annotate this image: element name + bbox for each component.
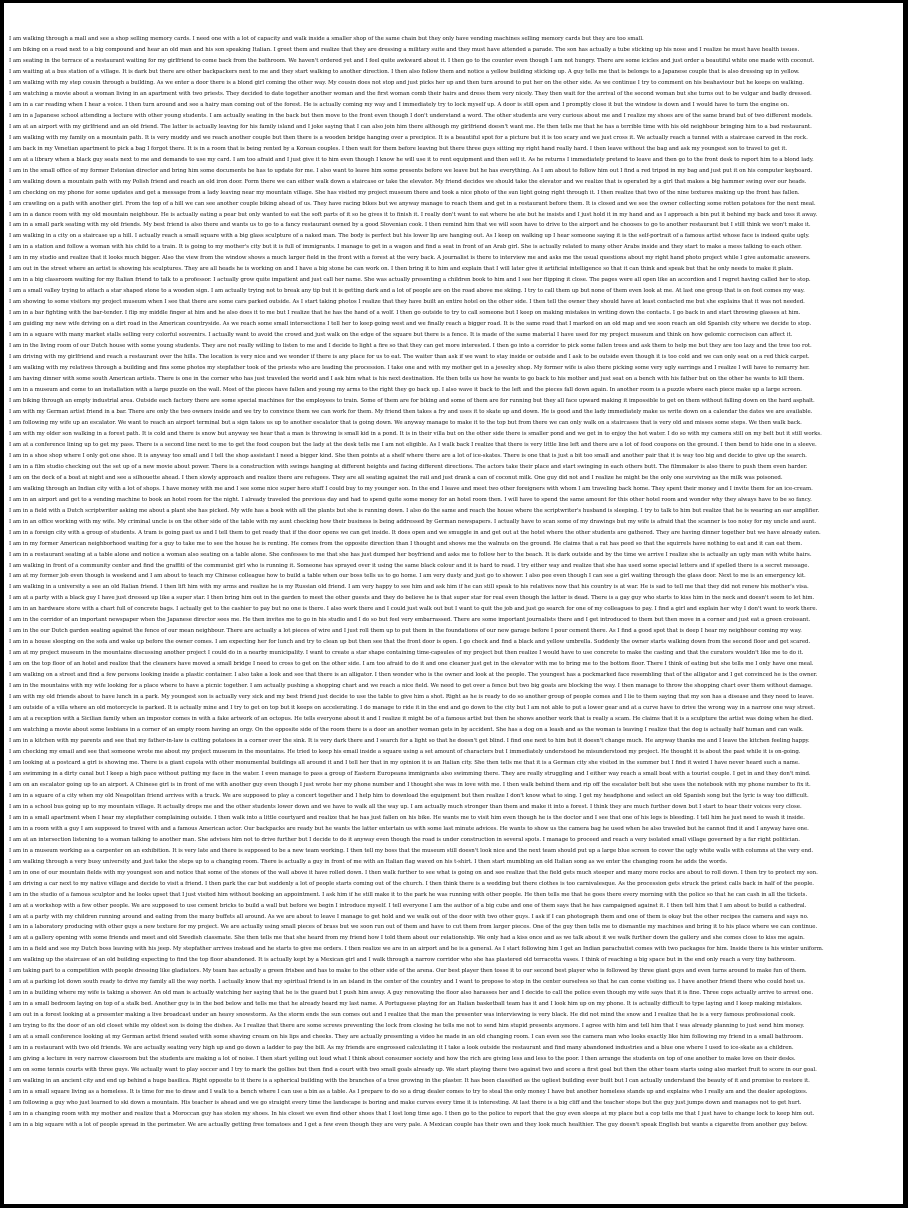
text-line: I am at a small conference looking at my German artist friend seated with some shaving cream on his lips and cheeks. They are actually presenting a video he made in an old changing room. I can even see the camera man who looks exactly like him following my friend in a small bathroom. xyxy=(9,1034,804,1041)
text-line: I am in an airport and get to a vending machine to book an hotel room for the night. I already traveled the previous day and had to spend quite some money for an hotel room then. I will have to spend the same amount for this other hotel room and wonder why they always have to be so fancy. xyxy=(9,496,812,503)
text-line: I am in a Japanese school attending a lecture with other young students. I am actually seating in the back but then move to the front even though I don't understand a word. The other students are very curious about me and I realize my shoes are of the same brand but of two different models. xyxy=(9,112,813,119)
text-line: I am at a library when a black guy seats next to me and demands to use my card. I am too afraid and I just give it to him even though I know he will use it to rent equipment and then sell it. As he returns I immediately pretend to leave and then go to the front desk to report him to a blond lady. xyxy=(9,156,814,163)
text-line: I am in a field with a Dutch scriptwriter asking me about a plant she has picked. My wife has a book with all the plants but she is running down. I also do the same and reach the house where the scriptwriter's husband is sleeping. I try to talk to him but realize that he is wearing an ear amplifier. xyxy=(9,507,820,514)
text-line: I am in a bar fighting with the bar-tender. I flip my middle finger at him and he also does it to me but I realize that he has the hand of a wolf. I then go outside to try to call someone but I keep on making mistakes in writing down the contacts. I go back in and start throwing glasses at him. xyxy=(9,310,801,317)
text-line: I am in a station and follow a woman with his child to a train. It is going to my mother's city but it is full of immigrants. I manage to get in a wagon and find a seat in front of an Arab girl. She is actually related to many other Arabs inside and they start to make a mess talking to each other. xyxy=(9,244,802,251)
text-line: I am swimming in a dirty canal but I keep a high pace without putting my face in the water. I even manage to pass a group of Eastern Europeans immigrants also swimming there. They are really struggling and I either way reach a small boat with a tourist couple. I get in and they don't mind. xyxy=(9,770,811,777)
text-line: I am on some tennis courts with three guys. We actually want to play soccer and I try to mark the gollies but then find a court with two small goals already up. We start playing there two against two and score a first goal but then the other team starts using also market fruit to score in our goal. xyxy=(9,1067,817,1074)
text-line: I am in the corridor of an important newspaper when the Japanese director sees me. He then invites me to go in his studio and I do so but feel very embarrassed. There are some important journalists there and I get introduced to them but then move in a corner and just eat a green croissant. xyxy=(9,617,811,624)
text-line: I am in a small bedroom laying on top of a stalk bed. Another guy is in the bed below and tells me that he already heard my last name. A Portuguese playing for an Italian basketball team has it and I look him up on my phone. It is actually difficult to type laying and I keep making mistakes. xyxy=(9,1001,803,1008)
text-line: I am showing to some visitors my project museum when I see that there are some cars parked outside. As I start taking photos I realize that they have built an entire hotel on the other side. I then tell the owner they should have at least contacted me but she explains that it was not needed. xyxy=(9,299,805,306)
text-line: I am following my wife up an escalator. We want to reach an airport terminal but a sign takes us up to another escalator that is going down. We anyway manage to make it to the top but from there we can only walk on a staircases that is very old and misses some steps. We then walk back. xyxy=(9,419,802,426)
text-line: I am outside of a villa where an old motorcycle is parked. It is actually mine and I try to get on top but it keeps on accelerating. I do manage to ride it in the end and go down to the city but I am not able to put a lower gear and at a curve have to drive the wrong way in a narrow one way street. xyxy=(9,705,815,712)
text-line: I am biking through an empty industrial area. Outside each factory there are some special machines for the employees to train. Some of them are for biking and some of them are for running but they all face upward making it impossible to get on them without falling down on the hard asphalt. xyxy=(9,397,815,404)
text-line: I am in a car reading when I hear a voice. I then turn around and see a hairy man coming out of the forest. He is actually coming my way and I immediately try to lock myself up. A door is still open and I promptly close it but the window is down and I would have to turn the engine on. xyxy=(9,101,789,108)
text-line: I am taking part to a competition with people dressing like gladiators. My team has actually a green frisbee and has to make to the other side of the arena. Our best player then tosse it to our second best player who is followed by three giant guys and even turns around to make fun of them. xyxy=(9,968,807,975)
text-line: I am in a restaurant seating at a table alone and notice a woman also seating on a table alone. She confesses to me that she has just dumped her boyfriend and asks me to follow her to the beach. It is dark outside and by the time we arrive I realize she is actually an ugly man with white hairs. xyxy=(9,551,812,558)
document-page xyxy=(4,3,903,1204)
text-line: I am in a museum working as a carpenter on an exhibition. It is very late and there is supposed to be a new team working. I then tell my boss that the museum still doesn't look nice and the next team should put up a large blue screen to cover the ugly white walls with columns at the very end. xyxy=(9,847,814,854)
text-line: I am in one of our mountain fields with my youngest son and notice that some of the stones of the wall above it have rolled down. I then walk further to see what is going on and see realize that the field gets much steeper and many more rocks are about to roll down. I then try to protect my son. xyxy=(9,869,818,876)
text-line: I am walking in front of a community center and find the graffiti of the communist girl who is running it. Someone has sprayed over it using the same black colour and it is hard to read. I try either way and realize that she has used some special letters and if spelled there is a secret message. xyxy=(9,562,810,569)
text-line: I am in a school bus going up to my mountain village. It actually drops me and the other students lower down and we have to walk all the way up. I am actually much stronger than them and make it into a forest. I think they are much further down but I start to hear their voices very close. xyxy=(9,803,802,810)
text-line: I am walking up the staircase of an old building expecting to find the top floor abandoned. It is actually kept by a Mexican girl and I walk through a narrow corridor who she has plastered old terracotta vases. I think of reaching a big space but in the end only reach a very tiny bathroom. xyxy=(9,957,796,964)
text-line: I am giving a lecture in very narrow classroom but the students are making a lot of noise. I then start yelling out loud what I think about consumer society and how the rich are giving less and less to the poor. I then arrange the students on top of one another to make love on their desks. xyxy=(9,1056,796,1063)
text-line: I am at a party with a black guy I have just dressed up like a super star. I then bring him out in the garden to meet the other guests and they do believe he is that super star for real even though the latter is dead. There is a gay guy who starts to kiss him in the neck and doesn't seem to let him. xyxy=(9,595,815,602)
text-line: I am walking in an ancient city and end up behind a huge basilica. Right opposite to it there is a spherical building with the branches of a tree growing in the plaster. It has been classified as the ugliest building ever built but I can actually understand the beauty of it and promise to restore it. xyxy=(9,1078,810,1085)
text-line: I am in the small office of my former Estonian director and bring him some documents he has to update for me. I also want to leave him some presents before we leave but he has everything. As I am about to follow him out I find a red tripod in my bag and just put it on his computer keyboard. xyxy=(9,167,813,174)
text-line: I am walking with my step cousin through a building. As we enter a door there is a blond girl coming the other way. My cousin does not stop and just picks her up and then turn around to put her on the other side. As we continue I try to comment on his beahaviour but he keeps on walking. xyxy=(9,79,804,86)
text-line: I am trying to fix the door of an old closet while my oldest son is doing the dishes. As I realize that there are some screws preventing the lock from closing he tells me not to send him stupid presents anymore. I agree with him and tell him that I was already planning to just send him money. xyxy=(9,1023,805,1030)
text-line: I am in a foreign city with a group of students. A tram is going past us and I tell them to get ready that if the door opens we can get inside. It does open and we smuggle in and get out at the hotel where the other students are gathered. They are having dinner together but we have already eaten. xyxy=(9,529,821,536)
text-line: I am in a building where my wife is taking a shower. An old man is actually watching her saying that he is the guard but I push him away. A guy renovating the floor also harasses her and I decide to call the police even though my wife says that it is fine. Three cops actually arrive to arrest one. xyxy=(9,990,814,997)
text-line: I am watching a movie about some lesbians in a corner of an empty room having an orgy. On the opposite side of the room there is a door an another woman gets in by accident. She has a dog on a leash and as the woman is leaving I realize that the dog is actually half human and can walk. xyxy=(9,727,804,734)
text-line: I am following a guy who just learned to ski down a mountain. His teacher is ahead and we go straight every time the landscape is boring and make curves every time it is interesting. At last there is a big cliff and the teacher stops but the guy just jumps down and manages not to get hurt. xyxy=(9,1099,802,1106)
text-line: I am in a field and see my Dutch boss leaving with his jeep. My stepfather arrives instead and he starts to give me orders. I then realize we are in an airport and he is a general. As I start following him I get an Indian parachutist comes with two packages for him. Inside there is his winter uniform. xyxy=(9,946,824,953)
text-line: I am at a parking lot down south ready to drive my family all the way north. I actually know that my spiritual friend is in an island in the center of the country and I want to propose to stop in the center ourselves so that he can come visiting us. I have another friend there who could host us. xyxy=(9,979,805,986)
text-line: I am with my older son walking in a forest path. It is cold and there is snow but anyway we hear that a man is throwing is small kid in a pond. It is in their villa but on the other side there is smaller pond and we get in to enjoy the hot water. I do so with my camera still on my belt but it still works. xyxy=(9,430,822,437)
text-line: I am at my project museum in the mountains discussing another project I could do in a nearby municipality. I want to create a star shape containing time-capsules of my project but then realize I would have to use concrete to make the casting and that the curators wouldn't like me to do it. xyxy=(9,650,804,657)
text-line: I am looking at a postcard a girl is showing me. There is a giant cupola with other monumental buildings all around it and I tell her that in my opinion it is an Italian city. She then tells me that it is a German city she visited in the summer but I find it weird I have never heard such a name. xyxy=(9,759,800,766)
text-line: I am on an escalator going up to an airport. A Chinese girl is in front of me with another guy even though I just wrote her my phone number and I thought she was in love with me. I then walk behind them and rip off the escalator belt but she uses the notebook with my phone number to fix it. xyxy=(9,781,811,788)
text-line: I am in a changing room with my mother and realize that a Moroccan guy has stolen my shoes. In his closet we even find other shoes that I lost long time ago. I then go to the police to report that the guy even sleeps at my place but a cop tells me that I just have to change lock to keep him out. xyxy=(9,1110,815,1117)
text-line: I am waiting at a bus station of a village. It is dark but there are other backpackers next to me and they start walking to another direction. I then also follow them and notice a yellow building sticking up. A guy tells me that is belongs to a Japanese couple that is also dressing up in yellow. xyxy=(9,68,800,75)
text-line: I am in the mountains with my wife looking for a place where to have a picnic together. I am actually pushing a shopping chart and we reach a nice field. We need to get over a fence but two big goats are blocking the way. I then manage to throw the shopping chart over them without damage. xyxy=(9,683,813,690)
text-line: I am out in the street where an artist is showing his sculptures. They are all heads he is working on and I have a big stone he can work on. I then bring it to him and explain that I will later give it artificial intelligence so that it can think and speak but that he only needs to make it plain. xyxy=(9,266,794,273)
text-line: I am with my old friends about to have lunch in a park. My youngest son is actually very sick and my best friend just decide to use the table to give him a shot. Right as he is ready to do so another group of people comes and I lie to them saying that my son has a disease and they need to leave. xyxy=(9,694,814,701)
text-line: I am in a small park seating with my old friends. My best friend is also there and wants us to go to a fancy restaurant owned by a good Slovenian cook. I then remind him that we will soon have to drive to the airport and he chooses to go to another restaurant but I still think we won't make it. xyxy=(9,222,811,229)
text-line: I am biking on a road next to a big compound and hear an old man and his son speaking Italian. I greet them and realize that they are dressing a military suite and they must have attended a parade. The son has actually a tube sticking up his nose and I realize he must have health issues. xyxy=(9,46,800,53)
text-line: I am at an intersection listening to a woman talking to another man. She advises him not to drive further but I decide to do it anyway even though the road is under construction in several spots. I manage to proceed and reach a very isolated small village governed by a far right politician. xyxy=(9,836,800,843)
text-line: I am walking with my relatives through a building and fins some photos my stepfather took of the priests who are leading the procession. I take one and with my mother get in a jewelry shop. My former wife is also there picking some very ugly earrings and I realize I will have to remarry her. xyxy=(9,365,810,372)
text-line: I am driving with my girlfriend and reach a restaurant over the hills. The location is very nice and we wonder if there is any place for us to eat. The waiter than ask if we want to stay inside or outside and I ask to be outside even though it is too cold and we can only seat on a red thick carpet. xyxy=(9,354,810,361)
text-line: I am walking down a mountain path with my Polish friend and reach an old iron door. Form there we can either walk down a staircase or take the elevator. My friend decides we should take the elevator and we realize that is operated by a girl that makes a big hammer swing over our heads. xyxy=(9,178,807,185)
text-line: I am checking my email and see that someone wrote me about my project museum in the mountains. He tried to keep his email inside a square using a set amount of characters but I immediately understood he misunderstood my project. He thought it is about the past while it is on-going. xyxy=(9,748,801,755)
text-line: I am seating in the terrace of a restaurant waiting for my girlfriend to come back from the bathroom. We haven't ordered yet and I feel quite awkward about it. I then go to the counter even though I am not hungry. There are some icicles and just order a beautiful white one made with coconut. xyxy=(9,57,815,64)
text-line: I am having dinner with some south American artists. There is one in the corner who has just traveled the world and I ask him what is his next destination. He then tells us how he wants to go back to his mother and just seat on a bench with his father but on the other he wants to kill them. xyxy=(9,376,805,383)
text-line: I am watching a movie about a woman living in an apartment with two priests. They decided to date together another woman and the first woman comb their hairs and dress them very nicely. They then wait for the arrival of the second woman but she turns out to be vulgar and badly dressed. xyxy=(9,90,812,97)
text-line: I am in my former American neighborhood waiting for a guy to take me to see the house he is renting. He comes from the opposite direction than I thought and shows me the walnuts on the ground. He claims that a rat has peed so that the squirrels have nothing to eat and it can eat them. xyxy=(9,540,803,547)
text-line: I am at a conference lining up to get my pass. There is a second line next to me to get the food coupon but the lady at the desk tells me I am not eligible. As I walk back I realize that there is very little line left and there are a lot of food coupons on the ground. I then bend to hide one in a sleeve. xyxy=(9,441,817,448)
text-line: I am at a gallery opening with some friends and meet and old Swedish classmate. She then tells me that she heard from my friend how I told them about our relationship. We only had a kiss once and as we talk about it we walk further down the gallery and she comes close to kiss me again. xyxy=(9,935,805,942)
text-line: I am in a big classroom waiting for my Italian friend to talk to a professor. I actually grow quite impatient and just call her name. She was actually presenting a children book to him and I see her flipping it close. The pages were all open like an accordion and I regret having called her to stop. xyxy=(9,277,811,284)
text-line: I am in a restaurant with two old friends. We are actually seating very high up and go down a ladder to pay the bill. As my friends are engrossed calculating it I take a look outside the restaurant and find many abandoned industries and a blue one where I used to ice-skate as a children. xyxy=(9,1045,794,1052)
text-line: I am in a square with many market stalls selling very colorful souvenirs. I actually want to avoid the crowd and just walk on the edge of the square but there is a fence. It is made of the same material I have used for my project museum and think on how gelomic correcison can affect it. xyxy=(9,332,793,339)
text-line: I am out in a forest looking at a presenter making a live broadcast under an heavy snowstorm. As the storm ends the sun comes out and I realize that the man the presenter was interviewing is very black. He did not mind the snow and I realize that he is a very famous professional cook. xyxy=(9,1012,796,1019)
text-line: I am walking in a city on a staircase up a hill. I actually reach a small square with a big glass sculpture of a naked man. The body is perfect but his lower lip are hanging out. As I keep on walking up I hear someone saying it is the self-portrait of a famous artist whose face is indeed quite ugly. xyxy=(9,233,810,240)
text-line: I am in the studio of a famous sculptor and he looks upset that I just visited him without booking an appointment. I ask him if he still make it to the park he was running with other people. He then tells me that he goes there every morning with the police so that he can cash in all the tickets. xyxy=(9,891,808,898)
text-line: I am in a room with a guy I am supposed to travel with and a famous American actor. Our backpacks are ready but he wants the latter entertain us with some last minute advices. He wants to show us the camera bag he used when he also traveled but he cannot find it and I anyway have one. xyxy=(9,825,809,832)
text-line: I am in a small square living as a homeless. It is time for me to draw and I walk to a bench where I can use a bin as a table. As I prepare to do so a drug dealer comes to try to steal the only money I have but another homeless stands up and explains who I really am and the dealer apologizes. xyxy=(9,1089,808,1095)
text-line: I am in the our Dutch garden seating against the fence of our mean neighbour. There are actually a lot pieces of wire and I just roll them up to put them in the foundations of our new garage before I pour cement there. As I find a good spot that is deep I hear my neighbour coming my way. xyxy=(9,628,802,635)
text-line: I am at my former job even though is weekend and I am about to teach my Chinese colleague how to build a table when our boss tells us to go home. I am very dusty and just go to shower. I also pee even though I can see a girl waiting through the glass door. Next to me is an emergency kit. xyxy=(9,573,806,580)
text-line: I am walking through a very busy university and just take the steps up to a changing room. There is actually a guy in front of me with an Italian flag waved on his t-shirt. I then start mumbling an old Italian song as we enter the changing room he adds the words. xyxy=(9,858,728,865)
text-line: I am walking in a university a see an old Italian friend. I then lift him with my arms and realize he is my Russian old friend. I am very happy to see him and ask him if he can still speak to his relatives now that his country is at war. He is sad to tell me that they did not renew his mother's visa. xyxy=(9,584,809,591)
text-line: I am in an hardware store with a chart full of concrete bags. I actually get to the cashier to pay but no one is there. I also work there and I could just walk out but I want to quit the job and just go search for one of my colleagues to pay. I find a girl and explain her why I don't want to work there. xyxy=(9,606,818,613)
text-line: I am at a reception with a Sicilian family when an impostor comes in with a fake artwork of an octopus. He tells everyone about it and I realize it might be of a famous artist but then he shows another work that is really a scam. He claims that it is a sculpture the artist was doing when he died. xyxy=(9,716,814,723)
text-line: I am in a museum and come to an installation with a large puzzle on the wall. Most of the pieces have fallen and young my arms to the right they go back up. I also wave it back to the left and the pieces fall down again. In another room is a puzzle where each piece make up a large screen. xyxy=(9,387,802,393)
text-line: I am in a dance room with my old mountain neighbour. He is actually eating a pear but only wanted to eat the soft parts of it so he gives it to finish it. I really don't want to eat where he ate but he insists and I just hold it in my hand and as I approach a bin put it behind my back and toss it away. xyxy=(9,211,818,218)
text-line: I am with my German artist friend in a bar. There are only the two owners inside and we try to convince them we can work for them. My friend then takes a fry and uses it to skate up and down. He is good and the lady immediately make us write down on a calendar the dates we are available. xyxy=(9,408,813,415)
text-line: I am in a square of a city when my old Neapolitan friend arrives with a truck. We are supposed to play a concert together and I help him to download the equipment but then realize I don't know what to sing. I get my headphone and select an old Spanish song but the lyric is way too difficult. xyxy=(9,792,809,799)
text-line: I am walking with my family on a mountain path. It is very muddy and we reach another couple but then there is a wooden bridge hanging over a precipice. It is a beautiful spot for a picture but it is too scary and we just cross it. We actually reach a tunnel with a staircase carved in the rock. xyxy=(9,134,808,141)
text-line: I am in a house sleeping on the sofa and wake up before the owner comes. I am expecting her for lunch and try to clean up but then see that the front door is open. I go check and find a black and yellow umbrella. Suddenly the owner starts walking down from the second floor and get scared. xyxy=(9,639,811,646)
text-line: I am in a small apartment when I hear my stepfather complaining outside. I then walk into a little courtyard and realize that he has just fallen on his bike. He wants me to visit him even though he is the doctor and I see that one of his legs is bleeding. I tell him he just need to wash it inside. xyxy=(9,814,805,821)
text-line: I am on the top floor of an hotel and realize that the cleaners have moved a small bridge I need to cross to get on the other side. I am too afraid to do it and one cleaner just get in the elevator with me to bring me to the bottom floor. There I think of eating but she tells me I only have one meal. xyxy=(9,661,814,668)
text-line: I am in a kitchen with my parents and see that my father-in-law is cutting potatoes in a corner over the sink. It is very dark there and I search for a light so that he doesn't get blind. I find one next to him but it doesn't change much. He anyway thanks me and I leave the kitchen feeling happy. xyxy=(9,738,810,744)
text-line: I am in my studio and realize that it looks much bigger. Also the view from the window shows a much larger field in the front with a forest at the very back. A journalist is there to interview me and asks me the usual questions about my right hand photo project while I give automatic answers. xyxy=(9,255,811,262)
text-line: I am walking through an Indian city with a lot of shops. I have money with me and I see some nice super hero stuff I could buy to my younger son. In the end I leave and meet two other foreigners with whom I am traveling back home. They spent their money and I invite them for an ice-cream. xyxy=(9,485,813,492)
text-line: I am crawling on a path with another girl. From the top of a hill we can see another couple biking ahead of us. They have racing bikes but we anyway manage to reach them and get in a restaurant before them. It is closed and we see the owner collecting some rotten potatoes for the next meal. xyxy=(9,200,816,207)
text-line: I am a small valley trying to attach a star shaped stone to a wooden sign. I am actually trying not to break any tip but it is getting dark and a lot of people are on the road above me skiing. I try to call them up but none of them even look at me. At last one group that is on foot comes my way. xyxy=(9,288,805,295)
text-line: I am walking through a mall and see a shop selling memory cards. I need one with a lot of capacity and walk inside a smaller shop of the same chain but they only have vending machines selling memory cards but they are too small. xyxy=(9,36,644,42)
text-line: I am in an office working with my wife. My criminal uncle is on the other side of the table with my aunt checking how their business is being addressed by German newspapers. I actually have to scan some of my drawings but my wife is afraid that the scanner is too noisy for my uncle and aunt. xyxy=(9,518,817,525)
text-line: I am in a laboratory producing with other guys a new texture for my project. We are actually using small pieces of brass but we soon run out of them and have to cut them from larger pieces. One of the guy then tells me to dismantle my machines and bring it to his place where we can continue. xyxy=(9,924,818,931)
text-line: I am guiding my new wife driving on a dirt road in the American countryside. As we reach some small intersections I tell her to keep going west and we finally reach a bigger road. It is the same road that I marked on an old map and we soon reach an old Spanish city where we decide to stop. xyxy=(9,321,812,328)
text-line: I am in a shoe shop where I only got one shoe. It is anyway too small and I tell the shop assistant I need a bigger kind. She then points at a shelf where there are a lot of ice-skates. There is one that is just a bit too small and another pair that it is way too big and decide to give up the search. xyxy=(9,452,807,459)
text-line: I am in a film studio checking out the set up of a new movie about power. There is a construction with swings hanging at different heights and facing different directions. The actors take their place and start swinging in each others butt. The filmmaker is also there to push them even harder. xyxy=(9,463,808,470)
dream-journal-text xyxy=(9,34,902,1131)
text-line: I am in a big square with a lot of people spread in the perimeter. We are actually getting free tomatoes and I get a few even though they are very pale. A Mexican couple has their own and they look much healthier. The guy doesn't speak English but wants a cigarette from another guy below. xyxy=(9,1121,808,1128)
text-line: I am at a workshop with a few other people. We are supposed to use cement bricks to build a wall but before we begin I introduce myself. I tell everyone I am the author of a big cube and one of them says that he has campaigned against it. I then tell him that I am about to build a cathedral. xyxy=(9,902,807,909)
text-line: I am in the living room of our Dutch house with some young students. They are not really willing to listen to me and I decide to light a fire so that they can get more interested. I then go into a corridor to pick some fallen trees and ask them to help me but they are too lazy and the tree too rot. xyxy=(9,343,812,350)
text-line: I am on the deck of a boat at night and see a silhouette ahead. I then slowly approach and realize there are refugees. They are all seating against the rail and just drank a can of coconut milk. One guy did not and I realize he might be the only one surviving as the milk was poisoned. xyxy=(9,474,783,481)
text-line: I am walking on a street and find a few persons looking inside a plastic container. I also take a look and see that there is an alligator. I then wonder who is the owner and look at the people. The youngest has a pockmarked face resembling that of the alligator and I get convinced he is the owner. xyxy=(9,672,818,679)
text-line: I am at an airport with my girlfriend and an old friend. The latter is actually leaving for his family island and I joke saying that I can also join him there although my girlfriend doesn't want me. He then tells me that he has a terrible time with his old neighbour bringing him to a bad restaurant. xyxy=(9,123,812,130)
text-line: I am at a party with my children running around and eating from the many buffets all around. As we are about to leave I manage to get hold and we walk out of the door with two other guys. I ask if I can photograph them and one of them is okay but the other recipes the camera and says no. xyxy=(9,913,809,920)
text-line: I am back in my Venetian apartment to pick a bag I forgot there. It is in a room that is being rented by a Korean couples. I then wait for them before leaving but there three guys sitting my right hand really hard. I then leave without the bag and ask my youngest son to travel to get it. xyxy=(9,145,788,152)
text-line: I am driving a car next to my native village and decide to visit a friend. I then park the car but suddenly a lot of people starts coming out of the church. I then think there is a wedding but there clothes is too carnivalesque. As the procession gets struck the priest calls back in half of the people. xyxy=(9,880,815,887)
text-line: I am checking on my phone for some updates and get a message from a lady leaving near my mountain village. She has visited my project museum there and took a nice photo of the sun light going right through it. I then realize that two of the nine textures making up the front has fallen. xyxy=(9,189,800,196)
